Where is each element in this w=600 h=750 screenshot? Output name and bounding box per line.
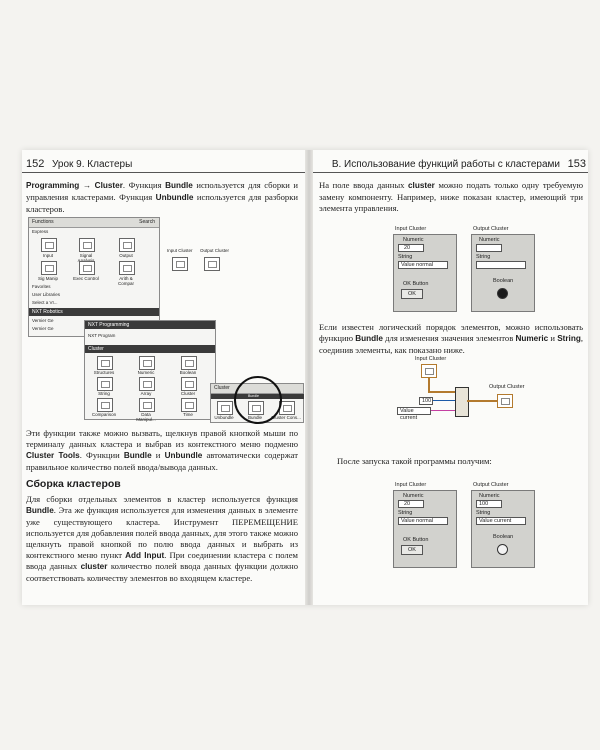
left-intro-paragraph	[26, 180, 298, 215]
text-run: можно подать только одну требуемую замену компоненту. Например, ниже показан кластер, имеющий три элемента управления.	[319, 180, 583, 213]
item-label: Data Manipul...	[136, 412, 156, 422]
bold-term: String	[557, 333, 581, 343]
numeric-label: Numeric	[479, 237, 500, 243]
string-indicator: Value current	[476, 517, 526, 525]
boolean-label: Boolean	[493, 534, 514, 540]
bold-term: Bundle	[355, 333, 383, 343]
string-label: String	[398, 510, 413, 516]
wire	[467, 400, 497, 402]
ok-button-label: OK Button	[403, 537, 429, 543]
menu-item-favorites[interactable]: Favorites	[32, 284, 51, 289]
search-button[interactable]: Search	[139, 219, 155, 225]
nxt-programming-palette	[84, 320, 216, 420]
bold-term: Programming → Cluster	[26, 181, 123, 190]
item-label: Input	[42, 253, 53, 258]
input-cluster-terminal-icon	[172, 257, 188, 271]
numeric-label: Numeric	[479, 493, 500, 499]
text-run: для изменения значения элементов	[382, 332, 516, 343]
wire	[428, 378, 430, 392]
string-constant[interactable]: Value current	[397, 407, 431, 415]
input-icon[interactable]	[41, 238, 57, 252]
output-cluster-label: Output Cluster	[473, 482, 509, 488]
time-icon[interactable]	[181, 398, 197, 412]
input-cluster-terminal-icon	[421, 364, 437, 378]
wire	[433, 400, 455, 401]
cluster-icon[interactable]	[181, 377, 197, 391]
right-header-title: В. Использование функций работы с кластерами	[331, 159, 560, 170]
structures-icon[interactable]	[97, 356, 113, 370]
item-label: Output	[119, 253, 133, 258]
unbundle-icon[interactable]	[217, 401, 233, 415]
item-label: Comparison	[91, 412, 117, 417]
right-page	[313, 150, 588, 605]
item-label: Structures	[93, 370, 115, 375]
numeric-indicator: 100	[476, 500, 502, 508]
left-header-title: Урок 9. Кластеры	[52, 159, 133, 170]
cluster-palette-bar-label: Bundle	[248, 394, 259, 398]
numeric-input[interactable]: 20	[398, 244, 424, 252]
item-label: Unbundle	[214, 415, 234, 420]
ok-button[interactable]: OK	[401, 289, 423, 299]
left-page-number: 152	[26, 158, 45, 170]
text-run: и	[548, 332, 558, 343]
string-label: String	[476, 510, 491, 516]
bold-term: Add Input	[125, 550, 165, 560]
bold-term: Cluster Tools	[26, 450, 80, 460]
menu-item-vernier-2[interactable]: Vernier Ge	[32, 326, 54, 331]
bold-term: Bundle	[26, 505, 54, 515]
text-run: и	[151, 449, 165, 460]
diagram-input-cluster-label: Input Cluster	[415, 356, 447, 362]
string-input[interactable]: Value normal	[398, 261, 448, 269]
bold-term: Numeric	[515, 333, 549, 343]
block-diagram	[389, 356, 549, 426]
section-heading: Сборка кластеров	[26, 478, 121, 490]
right-running-header	[313, 158, 588, 173]
front-panel-before	[393, 226, 553, 310]
left-paragraph-bundle	[26, 494, 298, 584]
text-run: Эти функции также можно вызвать, щелкнув правой кнопкой мыши по терминалу данных кластера и выбрав из контекстного меню подменю	[26, 428, 298, 449]
boolean-label: Boolean	[493, 278, 514, 284]
cluster-palette-title: Cluster	[214, 385, 230, 391]
text-run: количество полей ввода данных функции должно соответствовать количеству элементов во входящем кластере.	[26, 561, 298, 584]
item-label: String	[98, 391, 110, 396]
left-paragraph-context-menu	[26, 428, 298, 473]
right-paragraph-result: После запуска такой программы получим:	[337, 456, 492, 466]
string-input[interactable]: Value normal	[398, 517, 448, 525]
right-page-number: 153	[567, 158, 586, 170]
bundle-node-icon	[455, 387, 469, 417]
text-run: На поле ввода данных	[319, 180, 408, 190]
wire	[431, 410, 455, 411]
nxt-robotics-label: NXT Robotics	[32, 309, 63, 315]
item-label: Array	[140, 391, 152, 396]
cluster-bar	[85, 345, 215, 353]
numeric-indicator	[476, 244, 502, 252]
side-label-output-cluster: Output Cluster	[200, 248, 230, 253]
text-run: используется для сборки и управления кластерами. Функция	[26, 180, 298, 202]
output-cluster-terminal-icon	[497, 394, 513, 408]
item-label: Bundle	[247, 415, 262, 420]
numeric-constant[interactable]: 100	[419, 397, 433, 405]
string-icon[interactable]	[97, 377, 113, 391]
numeric-label: Numeric	[403, 237, 424, 243]
text-run: . Эта же функция используется для изменения данных в элементе уже существующего кластера. Инструмент ПЕРЕМЕЩЕНИЕ используется для добавления полей ввода данных, для этого также можно щелкнуть правой кнопкой по полю ввода данных и выбрать из контекстного меню пункт	[26, 504, 298, 560]
bold-term: Bundle	[123, 450, 152, 460]
data-manipulation-icon[interactable]	[139, 398, 155, 412]
left-page	[22, 150, 305, 605]
output-cluster-label: Output Cluster	[473, 226, 509, 232]
text-run: Для сборки отдельных элементов в кластер используется функция	[26, 494, 298, 504]
text-run: используется для разборки кластеров.	[26, 191, 298, 214]
string-indicator	[476, 261, 526, 269]
item-label: Signal	[79, 253, 93, 258]
comparison-icon[interactable]	[97, 398, 113, 412]
functions-palette-titlebar	[29, 218, 159, 228]
signal-analysis-icon[interactable]	[79, 238, 95, 252]
output-icon[interactable]	[119, 238, 135, 252]
item-label: Boolean	[179, 370, 197, 375]
diagram-output-cluster-label: Output Cluster	[489, 384, 525, 390]
functions-palette-title: Functions	[32, 219, 54, 225]
string-label: String	[398, 254, 413, 260]
item-label: Cluster Cons...	[271, 415, 301, 420]
side-label-input-cluster: Input Cluster	[167, 248, 193, 253]
numeric-label: Numeric	[403, 493, 424, 499]
text-run: автоматически содержат правильное количество полей ввода/вывода данных.	[26, 449, 298, 472]
arith-compar-icon[interactable]	[119, 261, 135, 275]
item-label: Exec Control	[73, 276, 99, 281]
book-spread	[22, 150, 588, 605]
item-label: Arith & Compar	[117, 276, 134, 286]
text-run: . При соединении кластера с полем ввода данных	[26, 549, 298, 572]
input-cluster-label: Input Cluster	[395, 226, 427, 232]
text-run: , соединив элементы, как показано ниже.	[319, 332, 583, 355]
ok-button-label: OK Button	[403, 281, 429, 287]
wire	[428, 391, 456, 393]
sig-manip-icon[interactable]	[41, 261, 57, 275]
nxt-programming-titlebar	[85, 321, 215, 329]
item-label: Sig Manip	[37, 276, 58, 281]
functions-palette	[28, 217, 160, 337]
string-label: String	[476, 254, 491, 260]
bold-term: Unbundle	[155, 192, 194, 202]
array-icon[interactable]	[139, 377, 155, 391]
text-run: . Функции	[79, 449, 124, 460]
right-paragraph-order	[319, 322, 583, 356]
bold-term: cluster	[408, 181, 435, 190]
exec-control-icon[interactable]	[79, 261, 95, 275]
numeric-icon[interactable]	[139, 356, 155, 370]
bold-term: Unbundle	[164, 450, 203, 460]
item-label: Numeric	[137, 370, 155, 375]
boolean-led-on	[497, 288, 508, 299]
input-cluster-label: Input Cluster	[395, 482, 427, 488]
nxt-programming-title: NXT Programming	[88, 322, 130, 328]
book-gutter	[305, 150, 313, 605]
left-running-header	[22, 158, 305, 173]
front-panel-after	[393, 482, 553, 566]
bold-term: cluster	[80, 562, 108, 572]
menu-item-nxt-robotics[interactable]	[29, 308, 159, 316]
menu-item-vernier-1[interactable]: Vernier Ge	[32, 318, 54, 323]
bundle-highlight-circle	[234, 376, 282, 424]
boolean-led-off	[497, 544, 508, 555]
numeric-input[interactable]: 20	[398, 500, 424, 508]
bold-term: Bundle	[165, 181, 193, 190]
text-run: Если известен логический порядок элементов, можно использовать функцию	[319, 322, 583, 343]
menu-item-select-vi[interactable]: Select a VI...	[32, 300, 58, 305]
cluster-bar-label: Cluster	[88, 346, 104, 352]
express-label: Express	[32, 229, 49, 234]
menu-item-user-libraries[interactable]: User Libraries	[32, 292, 61, 297]
ok-button[interactable]: OK	[401, 545, 423, 555]
boolean-icon[interactable]	[181, 356, 197, 370]
item-label: Time	[183, 412, 193, 417]
right-paragraph-intro	[319, 180, 583, 214]
output-cluster-terminal-icon	[204, 257, 220, 271]
item-label: Cluster	[180, 391, 196, 396]
nxt-program-tab[interactable]: NXT Program	[88, 333, 116, 338]
text-run: . Функция	[122, 180, 166, 190]
